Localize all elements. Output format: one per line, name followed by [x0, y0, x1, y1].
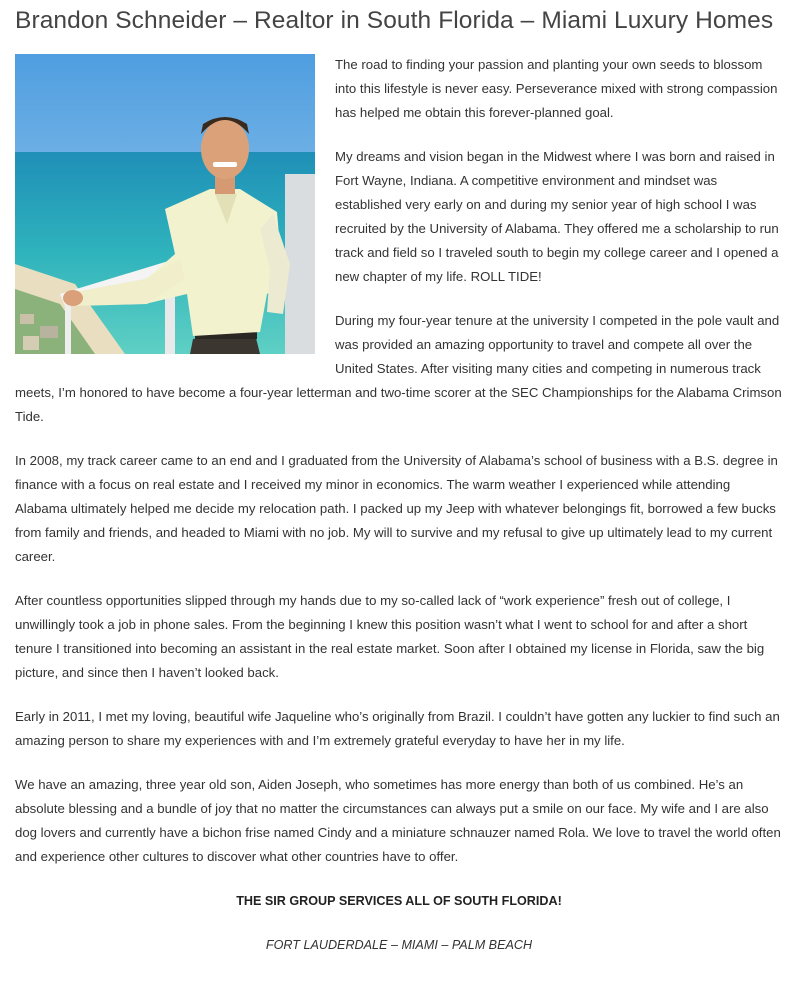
- bio-paragraph: During my four-year tenure at the university I competed in the pole vault and was provided an amazing opportunity to travel and compete all over the United States. After visiting many cities and competing in numerous track meets, I’m honored to have become a four-year letterman and two-time scorer at the SEC Championships for the Alabama Crimson Tide.: [15, 313, 782, 424]
- footer-cities: FORT LAUDERDALE – MIAMI – PALM BEACH: [265, 938, 533, 952]
- bio-paragraph: My dreams and vision began in the Midwest where I was born and raised in Fort Wayne, Indiana. A competitive environment and mindset was established very early on and during my senior year of high school I was recruited by the University of Alabama. They offered me a scholarship to run track and field so I traveled south to begin my college career and I opened a new chapter of my life. ROLL TIDE!: [335, 149, 779, 284]
- page-content: [15, 8, 783, 957]
- bio-paragraph: In 2008, my track career came to an end and I graduated from the University of Alabama’s school of business with a B.S. degree in finance with a focus on real estate and I received my minor in economics. The warm weather I experienced while attending Alabama ultimately helped me decide my relocation path. I packed up my Jeep with whatever belongings fit, borrowed a few bucks from family and friends, and headed to Miami with no job. My will to survive and my refusal to give up ultimately lead to my current career.: [15, 453, 778, 564]
- footer: [15, 889, 783, 957]
- bio-paragraph: Early in 2011, I met my loving, beautiful wife Jaqueline who’s originally from Brazil. I couldn’t have gotten any luckier to find such an amazing person to share my experiences with and I’m extremely grateful everyday to have her in my life.: [15, 709, 780, 748]
- footer-tagline: THE SIR GROUP SERVICES ALL OF SOUTH FLORIDA!: [236, 894, 562, 908]
- bio-paragraph: The road to finding your passion and planting your own seeds to blossom into this lifestyle is never easy. Perseverance mixed with strong compassion has helped me obtain this forever-planned goal.: [335, 57, 778, 120]
- bio-paragraph: After countless opportunities slipped through my hands due to my so-called lack of “work experience” fresh out of college, I unwillingly took a job in phone sales. From the beginning I knew this position wasn’t what I went to school for and after a short tenure I transitioned into becoming an assistant in the real estate market. Soon after I obtained my license in Florida, saw the big picture, and since then I haven’t looked back.: [15, 593, 765, 680]
- bio-paragraph: We have an amazing, three year old son, Aiden Joseph, who sometimes has more energy than both of us combined. He’s an absolute blessing and a bundle of joy that no matter the circumstances can always put a smile on our face. My wife and I are also dog lovers and currently have a bichon frise named Cindy and a miniature schnauzer named Rola. We love to travel the world often and experience other cultures to discover what other countries have to offer.: [15, 777, 781, 864]
- realtor-photo: [15, 54, 315, 354]
- page-title: Brandon Schneider – Realtor in South Florida – Miami Luxury Homes: [15, 7, 774, 34]
